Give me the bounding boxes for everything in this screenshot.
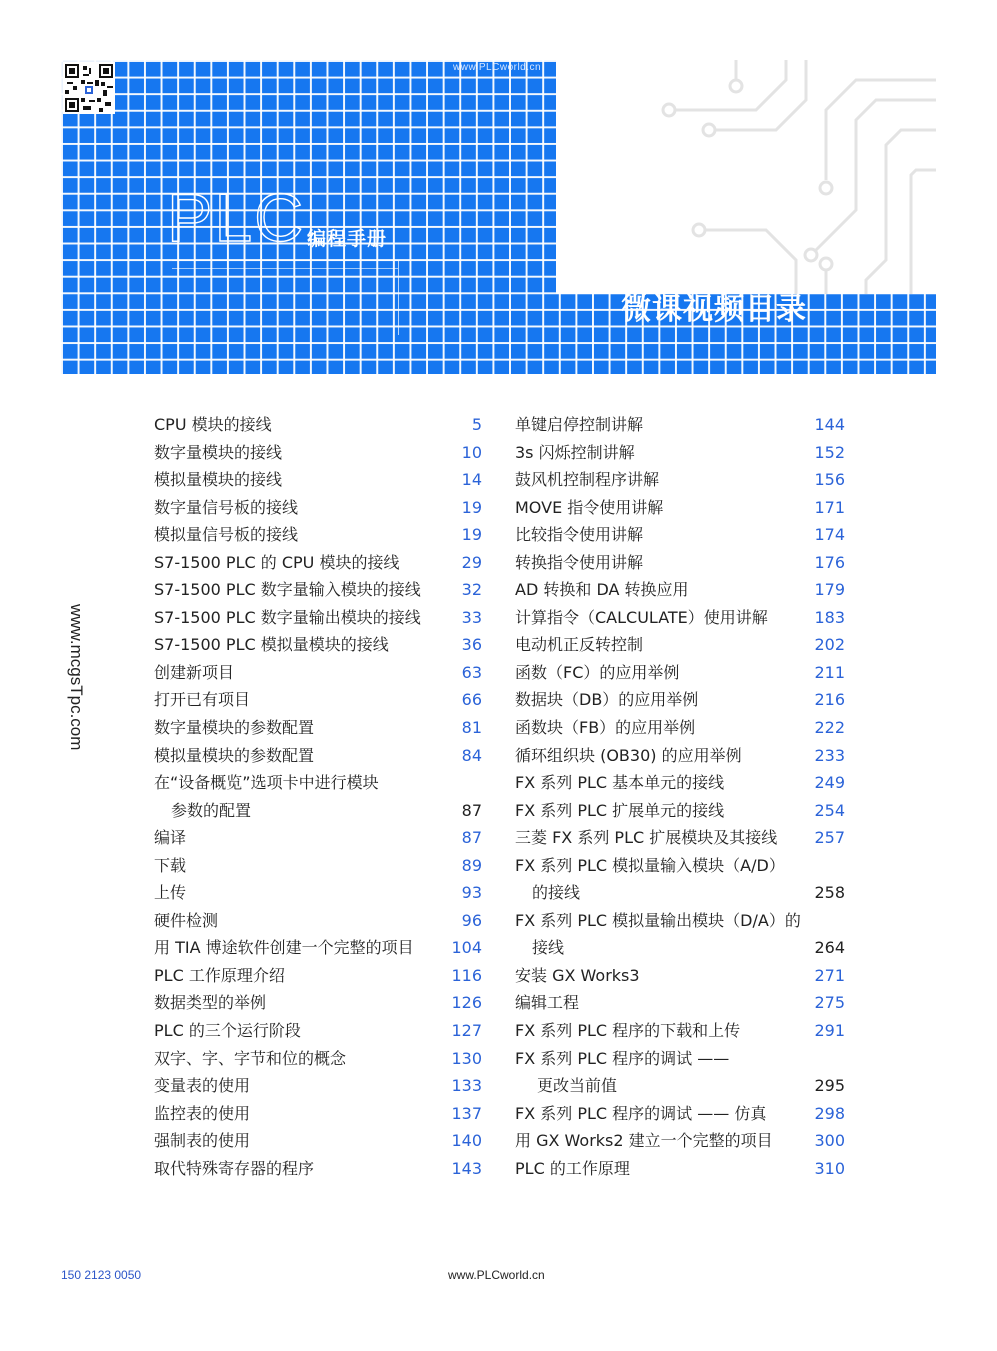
toc-entry-title: 数字量信号板的接线 [154,497,299,517]
toc-entry[interactable] [515,852,845,880]
toc-entry-page: 249 [814,773,845,793]
toc-entry[interactable] [515,797,845,825]
toc-entry-title: S7-1500 PLC 模拟量模块的接线 [154,635,389,655]
toc-entry[interactable] [515,714,845,742]
toc-entry-page: 211 [814,662,845,682]
toc-entry[interactable] [515,549,845,577]
toc-entry[interactable] [515,686,845,714]
toc-entry-title: FX 系列 PLC 程序的下载和上传 [515,1021,741,1041]
toc-entry-page: 174 [814,525,845,545]
toc-entry[interactable] [515,742,845,770]
toc-left-column [154,411,482,1182]
toc-entry-page: 202 [814,635,845,655]
side-url-text: www.mcgsTpc.com [67,604,86,751]
toc-entry[interactable] [154,521,482,549]
toc-entry-title: 编辑工程 [515,993,580,1013]
toc-entry-title: 函数（FC）的应用举例 [515,662,680,682]
toc-entry-title: FX 系列 PLC 程序的调试 —— [515,1048,730,1068]
toc-entry[interactable] [154,631,482,659]
toc-entry-page: 81 [461,718,482,738]
toc-entry-title: 硬件检测 [154,910,219,930]
page-title: 微课视频目录 [621,292,807,327]
toc-entry-title: 比较指令使用讲解 [515,525,644,545]
toc-entry-page: 271 [814,965,845,985]
toc-entry-title: 数据类型的举例 [154,993,267,1013]
toc-entry-title: 数据块（DB）的应用举例 [515,690,699,710]
toc-entry-title: S7-1500 PLC 数字量输出模块的接线 [154,607,421,627]
toc-entry[interactable] [154,549,482,577]
toc-entry-page: 33 [461,607,482,627]
toc-entry-title: 3s 闪烁控制讲解 [515,442,635,462]
toc-entry-page: 127 [451,1021,482,1041]
toc-entry[interactable] [515,411,845,439]
toc-entry-page: 156 [814,470,845,490]
toc-entry[interactable] [154,742,482,770]
toc-entry[interactable] [515,604,845,632]
toc-entry-title: FX 系列 PLC 程序的调试 —— 仿真 [515,1103,767,1123]
toc-entry[interactable] [515,1072,845,1100]
toc-entry-page: 171 [814,497,845,517]
toc-entry-title: 模拟量模块的参数配置 [154,745,315,765]
toc-entry-page: 87 [461,800,482,820]
toc-entry[interactable] [515,989,845,1017]
toc-entry-title: S7-1500 PLC 数字量输入模块的接线 [154,580,421,600]
toc-entry-title: PLC 工作原理介绍 [154,965,285,985]
toc-entry-page: 137 [451,1103,482,1123]
toc-entry-title: FX 系列 PLC 模拟量输出模块（D/A）的 [515,910,801,930]
toc-entry-page: 36 [461,635,482,655]
toc-entry-page: 143 [451,1158,482,1178]
toc-entry[interactable] [154,962,482,990]
toc-entry-title: 转换指令使用讲解 [515,552,644,572]
toc-entry-title: PLC 的工作原理 [515,1158,630,1178]
toc-entry-page: 144 [814,415,845,434]
toc-entry-page: 66 [461,690,482,710]
toc-entry-page: 10 [461,442,482,462]
toc-entry[interactable] [154,714,482,742]
toc-entry-page: 104 [451,938,482,958]
toc-entry[interactable] [515,1100,845,1128]
toc-entry[interactable] [515,962,845,990]
toc-entry-page: 179 [814,580,845,600]
toc-entry-title: 强制表的使用 [154,1131,251,1151]
toc-entry-page: 183 [814,607,845,627]
toc-entry[interactable] [515,659,845,687]
toc-entry-page: 291 [814,1021,845,1041]
toc-entry[interactable] [154,604,482,632]
toc-entry-title: 创建新项目 [154,662,235,682]
toc-entry-title: 参数的配置 [171,800,252,820]
toc-entry[interactable] [515,824,845,852]
toc-entry-title: 取代特殊寄存器的程序 [154,1158,315,1178]
toc-entry-title: 在“设备概览”选项卡中进行模块 [154,773,379,793]
plc-logo: PLC [167,180,306,256]
toc-entry-page: 152 [814,442,845,462]
toc-entry[interactable] [154,466,482,494]
toc-entry-page: 295 [814,1076,845,1096]
toc-entry[interactable] [154,1155,482,1183]
toc-entry-title: 的接线 [532,883,581,903]
toc-entry[interactable] [515,769,845,797]
toc-entry-page: 87 [461,828,482,848]
toc-entry-page: 93 [461,883,482,903]
decorative-frame [172,260,399,335]
toc-entry[interactable] [154,439,482,467]
toc-entry-title: 更改当前值 [537,1076,618,1096]
logo-subtitle: 编程手册 [307,228,388,250]
toc-entry-page: 254 [814,800,845,820]
toc-entry[interactable] [515,576,845,604]
decorative-line [172,268,398,269]
toc-entry-page: 14 [461,470,482,490]
toc-entry-title: 双字、字、字节和位的概念 [154,1048,347,1068]
footer-phone: 150 2123 0050 [61,1268,142,1282]
toc-entry[interactable] [515,879,845,907]
toc-entry-page: 63 [461,662,482,682]
toc-entry-title: 三菱 FX 系列 PLC 扩展模块及其接线 [515,828,778,848]
toc-entry-title: FX 系列 PLC 扩展单元的接线 [515,800,725,820]
toc-entry[interactable] [515,934,845,962]
toc-entry-page: 130 [451,1048,482,1068]
toc-entry-title: 循环组织块 (OB30) 的应用举例 [515,745,742,765]
toc-entry[interactable] [515,521,845,549]
toc-entry[interactable] [515,907,845,935]
toc-entry-title: 鼓风机控制程序讲解 [515,470,660,490]
toc-entry-page: 140 [451,1131,482,1151]
toc-entry[interactable] [154,576,482,604]
toc-entry-title: FX 系列 PLC 基本单元的接线 [515,773,725,793]
toc-entry-title: MOVE 指令使用讲解 [515,497,664,517]
toc-entry-page: 176 [814,552,845,572]
toc-entry-title: 函数块（FB）的应用举例 [515,718,696,738]
toc-entry[interactable] [515,631,845,659]
toc-entry[interactable] [515,1155,845,1183]
toc-entry-page: 275 [814,993,845,1013]
toc-entry[interactable] [154,907,482,935]
toc-entry[interactable] [154,769,482,797]
toc-entry[interactable] [154,1017,482,1045]
toc-entry-page: 116 [451,965,482,985]
toc-entry[interactable] [515,439,845,467]
toc-entry-page: 133 [451,1076,482,1096]
toc-entry-title: PLC 的三个运行阶段 [154,1021,301,1041]
toc-entry[interactable] [515,1045,845,1073]
toc-entry-page: 5 [471,415,482,434]
toc-entry[interactable] [515,494,845,522]
toc-entry[interactable] [154,686,482,714]
toc-entry[interactable] [154,934,482,962]
toc-entry-page: 29 [461,552,482,572]
toc-entry-page: 300 [814,1131,845,1151]
toc-entry-title: 数字量模块的接线 [154,442,283,462]
toc-entry-title: 打开已有项目 [154,690,251,710]
toc-entry-page: 32 [461,580,482,600]
toc-entry-page: 233 [814,745,845,765]
toc-entry-page: 19 [461,525,482,545]
toc-entry-page: 84 [461,745,482,765]
toc-entry-title: 单键启停控制讲解 [515,415,644,434]
toc-entry-title: FX 系列 PLC 模拟量输入模块（A/D） [515,855,785,875]
footer-site: www.PLCworld.cn [448,1268,545,1282]
toc-right-column [515,411,845,1182]
toc-entry[interactable] [154,824,482,852]
toc-entry[interactable] [154,797,482,825]
toc-entry-page: 264 [814,938,845,958]
toc-entry-title: 变量表的使用 [154,1076,251,1096]
toc-entry[interactable] [154,879,482,907]
toc-entry[interactable] [154,1127,482,1155]
toc-entry[interactable] [154,852,482,880]
toc-entry-page: 257 [814,828,845,848]
toc-entry-title: 下载 [154,855,187,875]
toc-entry[interactable] [154,411,482,439]
side-url [62,604,90,754]
toc-entry-page: 310 [814,1158,845,1178]
toc-entry-title: 用 GX Works2 建立一个完整的项目 [515,1131,773,1151]
toc-entry-title: CPU 模块的接线 [154,415,272,434]
toc-entry[interactable] [515,1017,845,1045]
banner-site-url: www.PLCworld.cn [453,62,542,73]
toc-entry-title: 用 TIA 博途软件创建一个完整的项目 [154,938,414,958]
toc-entry[interactable] [154,1045,482,1073]
toc-entry[interactable] [154,989,482,1017]
toc-entry-page: 19 [461,497,482,517]
toc-entry-title: 模拟量信号板的接线 [154,525,299,545]
toc-entry-title: 计算指令（CALCULATE）使用讲解 [515,607,768,627]
toc-entry-title: 监控表的使用 [154,1103,251,1123]
toc-entry-title: 模拟量模块的接线 [154,470,283,490]
toc-entry[interactable] [515,466,845,494]
toc-entry-title: AD 转换和 DA 转换应用 [515,580,689,600]
toc-entry[interactable] [154,1072,482,1100]
toc-entry-title: 接线 [532,938,565,958]
toc-entry-page: 96 [461,910,482,930]
toc-entry-title: 上传 [154,883,187,903]
toc-entry-page: 89 [461,855,482,875]
toc-entry-title: 编译 [154,828,187,848]
toc-entry-page: 298 [814,1103,845,1123]
toc-entry[interactable] [154,1100,482,1128]
qr-code-icon [63,62,115,114]
toc-entry-page: 126 [451,993,482,1013]
toc-entry-page: 258 [814,883,845,903]
toc-entry-title: S7-1500 PLC 的 CPU 模块的接线 [154,552,400,572]
toc-entry[interactable] [154,659,482,687]
toc-entry-title: 电动机正反转控制 [515,635,644,655]
toc-entry-title: 安装 GX Works3 [515,965,640,985]
circuit-board-graphic [556,60,936,294]
toc-entry[interactable] [515,1127,845,1155]
toc-entry-title: 数字量模块的参数配置 [154,718,315,738]
toc-entry-page: 222 [814,718,845,738]
toc-entry[interactable] [154,494,482,522]
header-banner [61,60,936,374]
toc-entry-page: 216 [814,690,845,710]
